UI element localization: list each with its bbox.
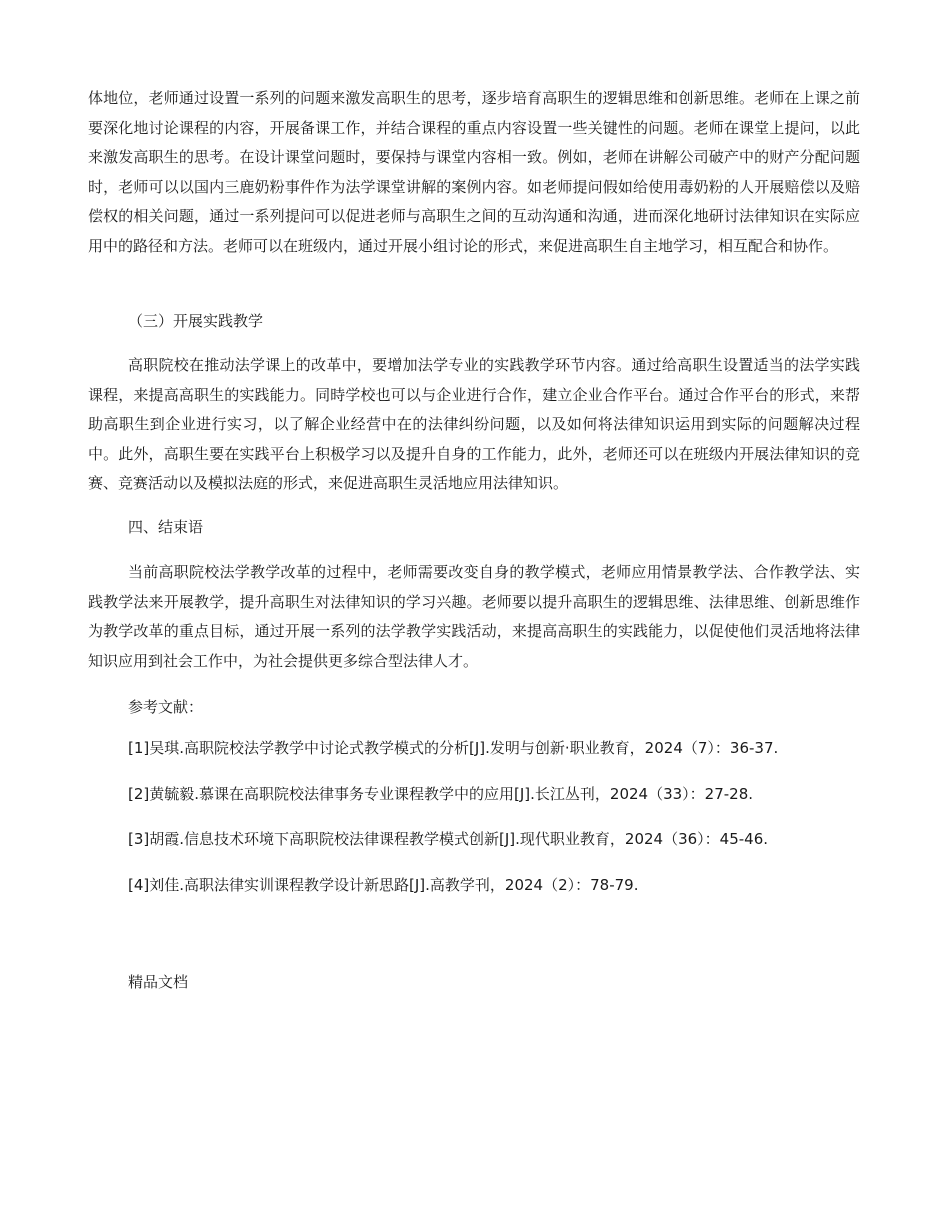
- reference-item: [1]吴琪.高职院校法学教学中讨论式教学模式的分析[J].发明与创新·职业教育，2024（7）：36-37.: [128, 739, 779, 757]
- body-paragraph-discussion: 体地位，老师通过设置一系列的问题来激发高职生的思考，逐步培育高职生的逻辑思维和创新思维。老师在上课之前要深化地讨论课程的内容，开展备课工作，并结合课程的重点内容设置一些关键性的问题。老师在课堂上提问，以此来激发高职生的思考。在设计课堂问题时，要保持与课堂内容相一致。例如，老师在讲解公司破产中的财产分配问题时，老师可以以国内三鹿奶粉事件作为法学课堂讲解的案例内容。如老师提问假如给使用毒奶粉的人开展赔偿以及赔偿权的相关问题，通过一系列提问可以促进老师与高职生之间的互动沟通和沟通，进而深化地研讨法律知识在实际应用中的路径和方法。老师可以在班级内，通过开展小组讨论的形式，来促进高职生自主地学习，相互配合和协作。: [88, 89, 860, 255]
- reference-item: [3]胡霞.信息技术环境下高职院校法律课程教学模式创新[J].现代职业教育，2024（36）：45-46.: [128, 830, 769, 848]
- footer-label: 精品文档: [128, 973, 189, 991]
- section-heading-conclusion: 四、结束语: [128, 518, 204, 536]
- section-heading-practice-teaching: （三）开展实践教学: [128, 312, 264, 330]
- reference-item: [4]刘佳.高职法律实训课程教学设计新思路[J].高教学刊，2024（2）：78-79.: [128, 876, 639, 894]
- references-heading: 参考文献：: [128, 698, 204, 716]
- body-paragraph-practice: 高职院校在推动法学课上的改革中，要增加法学专业的实践教学环节内容。通过给高职生设置适当的法学实践课程，来提高高职生的实践能力。同時学校也可以与企业进行合作，建立企业合作平台。通过合作平台的形式，来帮助高职生到企业进行实习，以了解企业经营中在的法律纠纷问题，以及如何将法律知识运用到实际的问题解决过程中。此外，高职生要在实践平台上积极学习以及提升自身的工作能力，此外，老师还可以在班级内开展法律知识的竞赛、竞赛活动以及模拟法庭的形式，来促进高职生灵活地应用法律知识。: [88, 356, 860, 493]
- body-paragraph-conclusion: 当前高职院校法学教学改革的过程中，老师需要改变自身的教学模式，老师应用情景教学法、合作教学法、实践教学法来开展教学，提升高职生对法律知识的学习兴趣。老师要以提升高职生的逻辑思维、法律思维、创新思维作为教学改革的重点目标，通过开展一系列的法学教学实践活动，来提高高职生的实践能力，以促使他们灵活地将法律知识应用到社会工作中，为社会提供更多综合型法律人才。: [88, 563, 860, 670]
- reference-item: [2]黄毓毅.慕课在高职院校法律事务专业课程教学中的应用[J].长江丛刊，2024（33）：27-28.: [128, 785, 754, 803]
